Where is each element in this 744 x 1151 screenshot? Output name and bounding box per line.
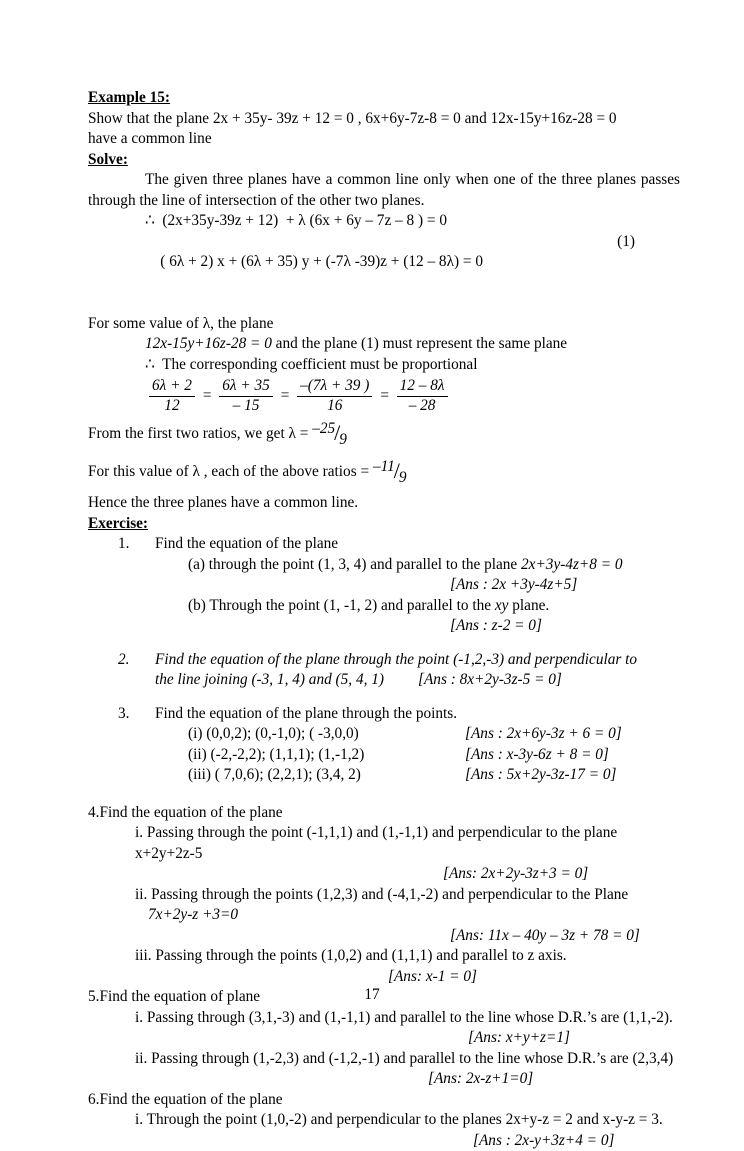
exercise-1a-answer: [Ans : 2x +3y-4z+5] xyxy=(88,575,680,596)
ratios-numerator: 11 xyxy=(381,458,395,475)
exercise-2-line-2: the line joining (-3, 1, 4) and (5, 4, 1) xyxy=(155,671,384,688)
section-6-answer-i: [Ans : 2x-y+3z+4 = 0] xyxy=(88,1131,680,1151)
equals-sign-2: = xyxy=(280,387,290,405)
section-5-answer-ii: [Ans: 2x-z+1=0] xyxy=(88,1069,680,1090)
ratios-diagonal-fraction xyxy=(373,455,407,486)
exercise-1b-answer: [Ans : z-2 = 0] xyxy=(88,616,680,637)
ratios-denominator: 9 xyxy=(399,469,407,486)
lambda-denominator: 9 xyxy=(339,431,347,448)
exercise-item-1 xyxy=(88,534,680,555)
ratio-fraction-3 xyxy=(297,378,372,413)
fraction-numerator: 12 – 8λ xyxy=(397,378,448,396)
section-4-answer-i: [Ans: 2x+2y-3z+3 = 0] xyxy=(88,864,680,885)
exercise-1b-label: (b) Through the point (1, -1, 2) and parallel to the xyxy=(188,597,495,614)
ratios-value-prefix: For this value of λ , each of the above ratios = xyxy=(88,463,373,480)
exercise-text: Find the equation of the plane xyxy=(155,535,338,552)
section-5-answer-i: [Ans: x+y+z=1] xyxy=(88,1028,680,1049)
exercise-2-line-2-row xyxy=(88,670,680,691)
section-4-item-iii: iii. Passing through the points (1,0,2) and (1,1,1) and parallel to z axis. xyxy=(88,946,680,967)
exercise-number: 3. xyxy=(118,704,148,725)
exercise-1b xyxy=(88,596,680,617)
exercise-3-points-iii: (iii) ( 7,0,6); (2,2,1); (3,4, 2) xyxy=(188,766,361,783)
ratio-chain xyxy=(88,375,680,417)
section-6-item-i: i. Through the point (1,0,-2) and perpendicular to the planes 2x+y-z = 2 and x-y-z = 3. xyxy=(88,1110,680,1131)
fraction-numerator: –(7λ + 39 ) xyxy=(297,378,372,396)
exercise-3-answer-iii: [Ans : 5x+2y-3z-17 = 0] xyxy=(465,765,617,786)
solution-paragraph: The given three planes have a common line only when one of the three planes passes through the line of intersection of the other two planes. xyxy=(88,170,680,211)
lambda-numerator: 25 xyxy=(320,420,335,437)
exercise-3-points-ii: (ii) (-2,-2,2); (1,1,1); (1,-1,2) xyxy=(188,746,364,763)
fraction-slash: / xyxy=(334,419,340,447)
problem-statement-line-2: have a common line xyxy=(88,129,680,150)
exercise-1b-tail: plane. xyxy=(508,597,549,614)
exercise-3-point-row-ii xyxy=(88,745,680,766)
lambda-sign: – xyxy=(312,420,320,437)
exercise-item-2 xyxy=(88,650,680,671)
section-4-answer-ii: [Ans: 11x – 40y – 3z + 78 = 0] xyxy=(88,926,680,947)
fraction-denominator: – 28 xyxy=(406,397,439,414)
section-6-heading: 6.Find the equation of the plane xyxy=(88,1090,680,1111)
fraction-denominator: 16 xyxy=(324,397,345,414)
section-5-heading: 5.Find the equation of plane xyxy=(88,987,680,1008)
exercise-2-answer: [Ans : 8x+2y-3z-5 = 0] xyxy=(418,670,562,691)
exercise-1b-plane: xy xyxy=(495,597,509,614)
exercise-item-3 xyxy=(88,704,680,725)
section-5-item-i: i. Passing through (3,1,-3) and (1,-1,1) and parallel to the line whose D.R.’s are (1,1,-2). xyxy=(88,1008,680,1029)
section-4-heading: 4.Find the equation of the plane xyxy=(88,803,680,824)
equals-sign-1: = xyxy=(202,387,212,405)
page-number: 17 xyxy=(0,986,744,1004)
exercise-3-answer-ii: [Ans : x-3y-6z + 8 = 0] xyxy=(465,745,609,766)
exercise-2-line-1: Find the equation of the plane through the point (-1,2,-3) and perpendicular to xyxy=(155,651,637,668)
exercise-1a xyxy=(88,555,680,576)
section-4-answer-iii: [Ans: x-1 = 0] xyxy=(88,967,680,988)
fraction-numerator: 6λ + 2 xyxy=(149,378,195,396)
lambda-value-line xyxy=(88,417,680,448)
exercise-3-point-row-i xyxy=(88,724,680,745)
example-heading: Example 15: xyxy=(88,88,680,109)
same-plane-equation: 12x-15y+16z-28 = 0 xyxy=(145,335,272,352)
exercise-heading: Exercise: xyxy=(88,514,680,535)
ratio-fraction-2 xyxy=(219,378,273,413)
exercise-number: 2. xyxy=(118,650,148,671)
conclusion-line: Hence the three planes have a common line. xyxy=(88,493,680,514)
exercise-1a-label: (a) through the point (1, 3, 4) and parallel to the plane xyxy=(188,556,521,573)
solution-step-2-row xyxy=(88,232,680,314)
section-4-item-ii: ii. Passing through the points (1,2,3) and (-4,1,-2) and perpendicular to the Plane xyxy=(88,885,680,906)
exercise-text: Find the equation of the plane through the points. xyxy=(155,705,457,722)
equals-sign-3: = xyxy=(379,387,389,405)
ratio-fraction-4 xyxy=(397,378,448,413)
section-4-item-ii-equation: 7x+2y-z +3=0 xyxy=(88,905,680,926)
exercise-1a-equation: 2x+3y-4z+8 = 0 xyxy=(521,556,622,573)
solve-heading: Solve: xyxy=(88,150,680,171)
exercise-3-point-row-iii xyxy=(88,765,680,786)
fraction-numerator: 6λ + 35 xyxy=(219,378,273,396)
same-plane-text: and the plane (1) must represent the same plane xyxy=(272,335,567,352)
section-4-item-i: i. Passing through the point (-1,1,1) and (1,-1,1) and perpendicular to the plane x+2y+2z-5 xyxy=(88,823,680,864)
problem-statement-line-1: Show that the plane 2x + 35y- 39z + 12 = 0 , 6x+6y-7z-8 = 0 and 12x-15y+16z-28 = 0 xyxy=(88,109,680,130)
lambda-value-prefix: From the first two ratios, we get λ = xyxy=(88,425,312,442)
fraction-denominator: 12 xyxy=(161,397,182,414)
fraction-slash: / xyxy=(394,457,400,485)
exercise-number: 1. xyxy=(118,534,148,555)
ratio-fraction-1 xyxy=(149,378,195,413)
ratios-sign: – xyxy=(373,458,381,475)
lambda-diagonal-fraction xyxy=(312,417,347,448)
section-5-item-ii: ii. Passing through (1,-2,3) and (-1,2,-1) and parallel to the line whose D.R.’s are (2,3,4) xyxy=(88,1049,680,1070)
solution-step-3: For some value of λ, the plane xyxy=(88,314,680,335)
solution-step-5: ∴ The corresponding coefficient must be proportional xyxy=(88,355,680,376)
solution-step-2: ( 6λ + 2) x + (6λ + 35) y + (-7λ -39)z + (12 – 8λ) = 0 xyxy=(160,253,483,270)
exercise-3-answer-i: [Ans : 2x+6y-3z + 6 = 0] xyxy=(465,724,622,745)
ratios-value-line xyxy=(88,455,680,486)
exercise-3-points-i: (i) (0,0,2); (0,-1,0); ( -3,0,0) xyxy=(188,725,359,742)
solution-step-1: ∴ (2x+35y-39z + 12) + λ (6x + 6y – 7z – 8 ) = 0 xyxy=(88,211,680,232)
equation-number: (1) xyxy=(617,232,635,253)
solution-step-4 xyxy=(88,334,680,355)
fraction-denominator: – 15 xyxy=(230,397,263,414)
